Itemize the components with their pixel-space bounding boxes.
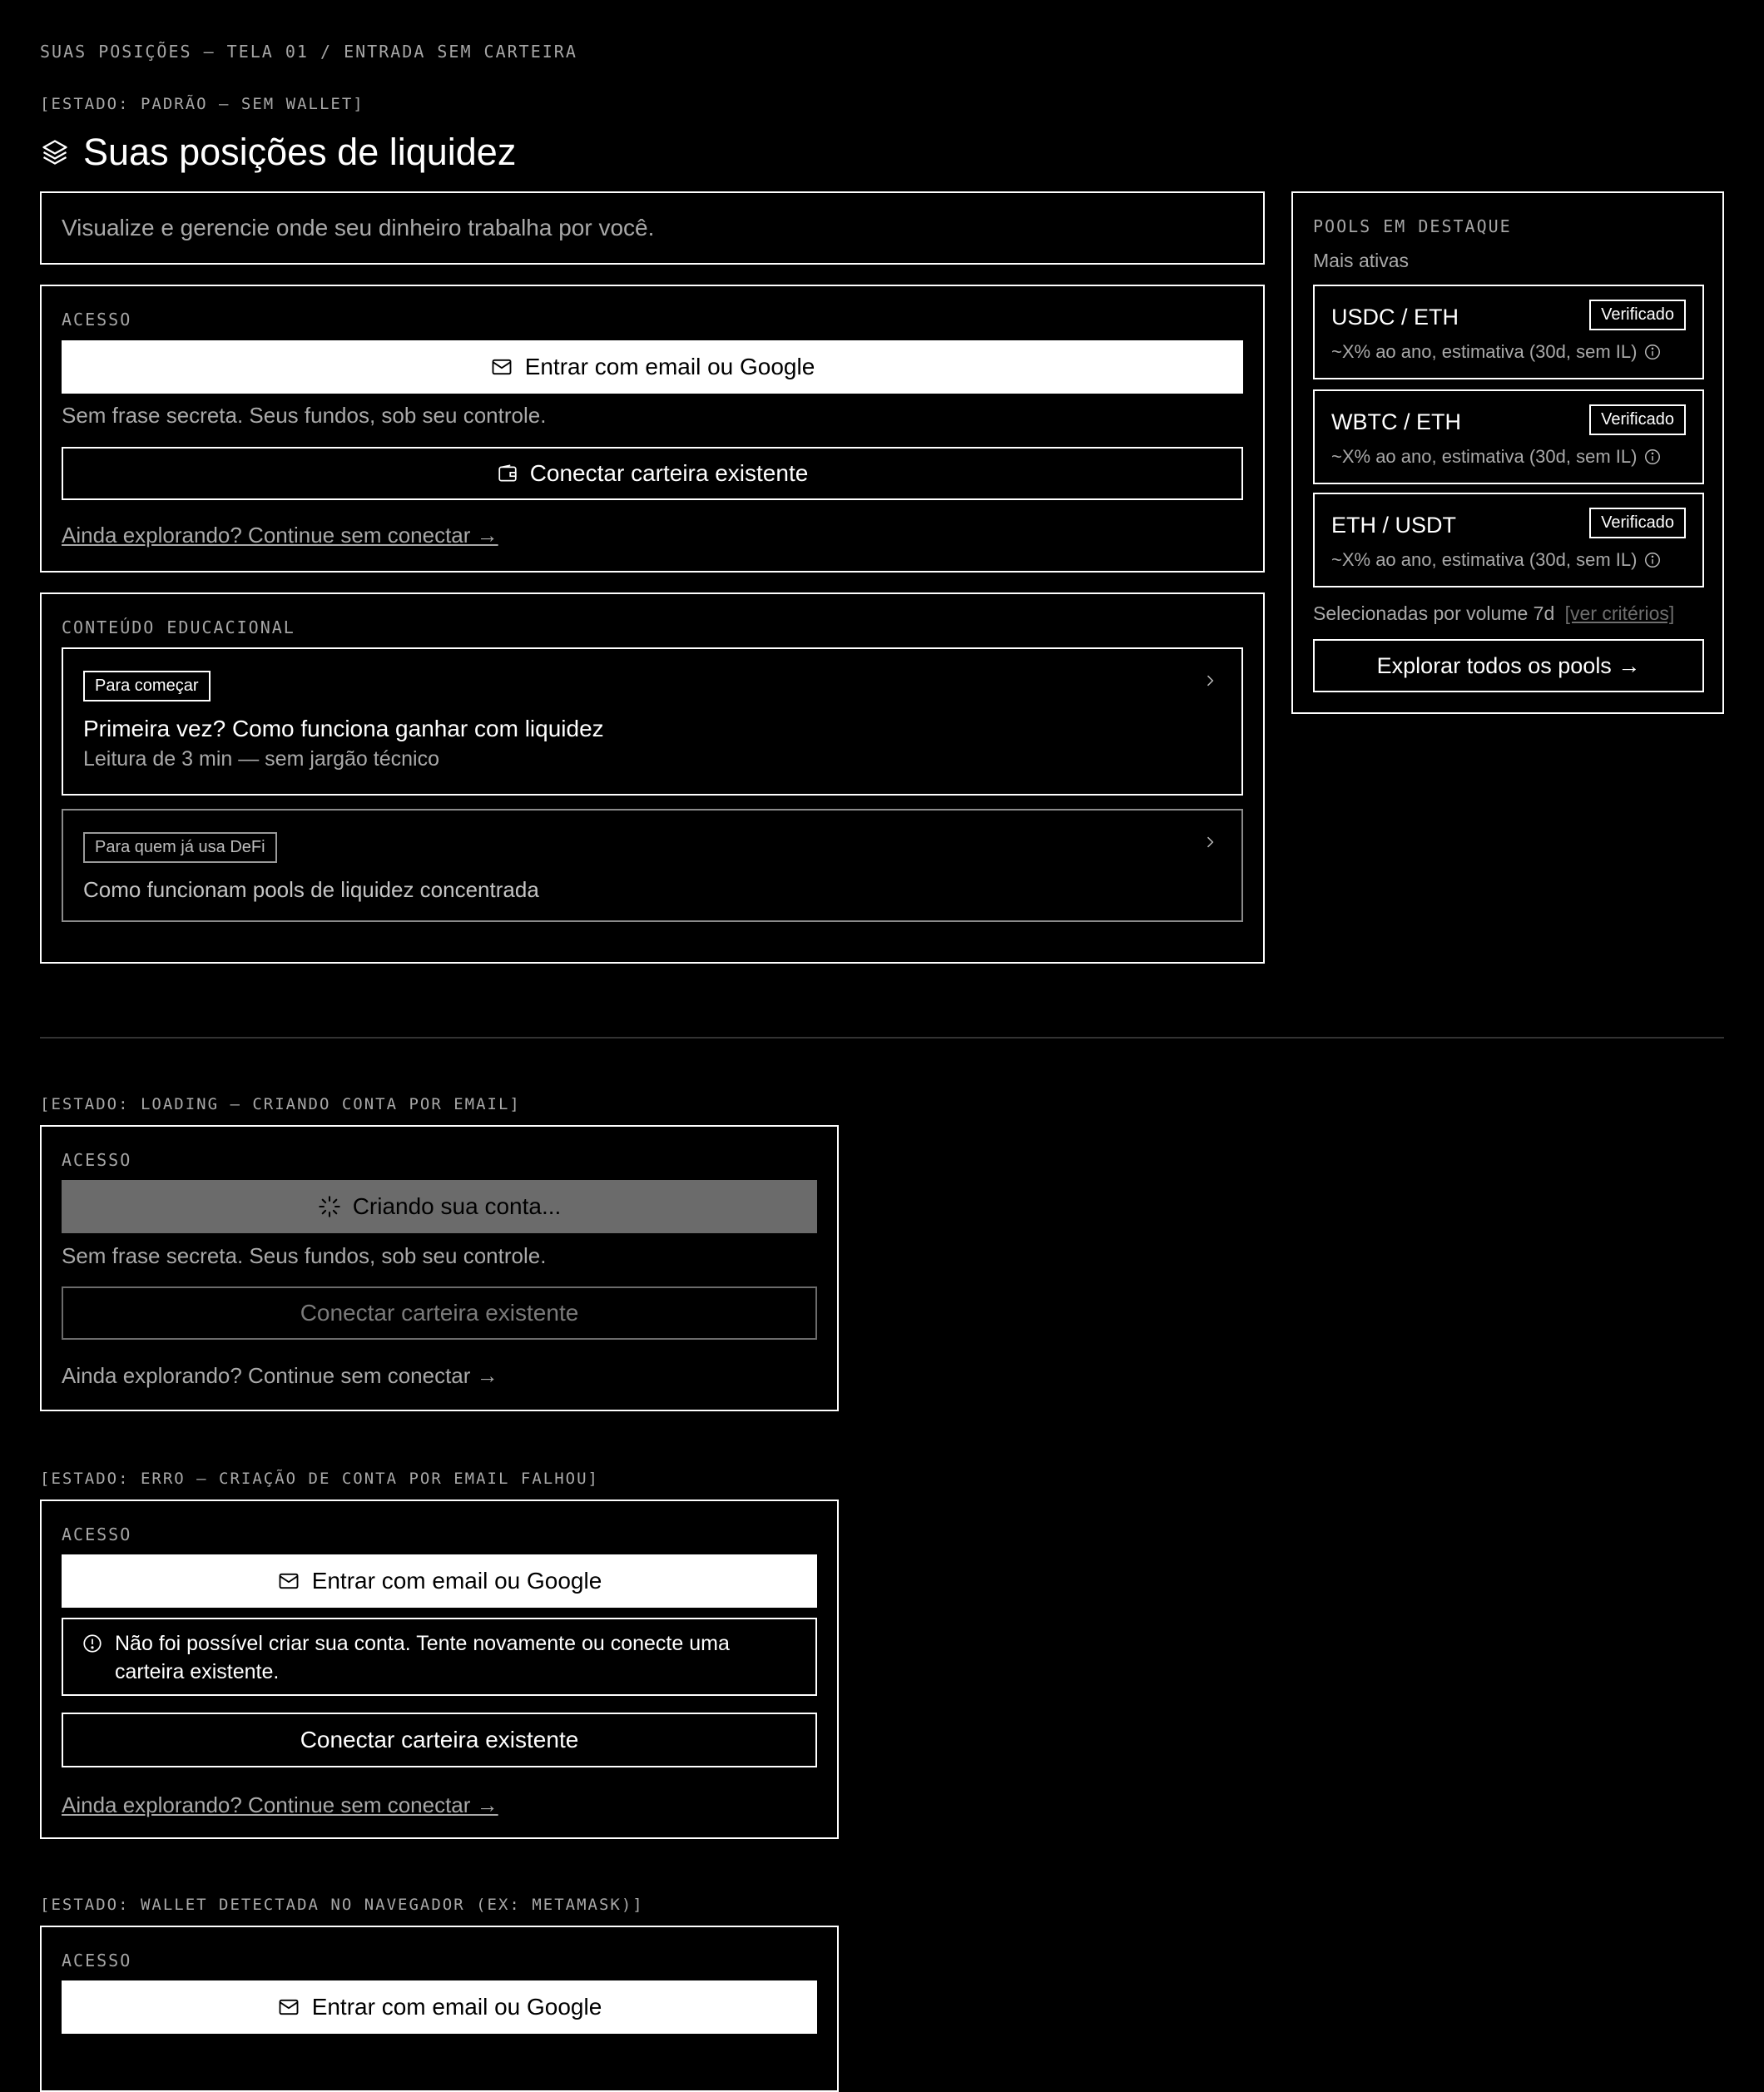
section-divider	[40, 1037, 1724, 1039]
access-panel-wallet-detected	[40, 1926, 839, 2092]
pool-name: USDC / ETH	[1331, 305, 1459, 330]
spinner-icon	[318, 1195, 341, 1218]
info-icon[interactable]	[1643, 343, 1662, 361]
connect-wallet-button-label: Conectar carteira existente	[529, 460, 809, 486]
email-google-button[interactable]	[62, 340, 1243, 394]
pool-estimate	[1331, 341, 1662, 363]
pool-estimate-text: ~X% ao ano, estimativa (30d, sem IL)	[1331, 446, 1638, 467]
pool-card-eth-usdt[interactable]	[1313, 493, 1704, 587]
access-label: ACESSO	[62, 1150, 132, 1170]
featured-pools-label: POOLS EM DESTAQUE	[1313, 216, 1512, 236]
email-google-button-label: Entrar com email ou Google	[524, 354, 815, 379]
email-google-button-label: Entrar com email ou Google	[311, 1568, 602, 1594]
education-item-advanced[interactable]	[62, 809, 1243, 922]
explore-pools-button[interactable]: Explorar todos os pools →	[1313, 639, 1704, 692]
pool-estimate-text: ~X% ao ano, estimativa (30d, sem IL)	[1331, 341, 1638, 362]
education-label: CONTEÚDO EDUCACIONAL	[62, 617, 295, 637]
pools-selection-text: Selecionadas por volume 7d	[1313, 602, 1555, 624]
intro-text: Visualize e gerencie onde seu dinheiro trabalha por você.	[62, 215, 655, 240]
page-title: Suas posições de liquidez	[83, 131, 517, 173]
wallet-icon	[497, 463, 518, 484]
verified-badge: Verificado	[1589, 404, 1686, 435]
pool-name: WBTC / ETH	[1331, 409, 1461, 434]
state-label-error: [ESTADO: ERRO — CRIAÇÃO DE CONTA POR EMAIL FALHOU]	[40, 1470, 599, 1488]
education-item-beginner[interactable]	[62, 647, 1243, 796]
state-label-wallet-detected: [ESTADO: WALLET DETECTADA NO NAVEGADOR (EX: METAMASK)]	[40, 1896, 644, 1914]
featured-pools-panel	[1291, 191, 1724, 714]
tag-advanced: Para quem já usa DeFi	[83, 832, 277, 863]
email-google-button[interactable]	[62, 1980, 817, 2034]
screen-label: SUAS POSIÇÕES — TELA 01 / ENTRADA SEM CARTEIRA	[40, 42, 577, 62]
chevron-right-icon	[1202, 672, 1218, 689]
access-note: Sem frase secreta. Seus fundos, sob seu controle.	[62, 403, 547, 428]
access-label: ACESSO	[62, 310, 132, 330]
creating-account-button	[62, 1180, 817, 1233]
pool-card-usdc-eth[interactable]	[1313, 285, 1704, 379]
education-item-subtitle: Leitura de 3 min — sem jargão técnico	[83, 747, 439, 771]
pools-selection-note	[1313, 602, 1674, 625]
email-google-button-label: Entrar com email ou Google	[311, 1994, 602, 2020]
continue-without-connect-link[interactable]: Ainda explorando? Continue sem conectar →	[62, 523, 498, 548]
chevron-right-icon	[1202, 834, 1218, 850]
education-item-title: Primeira vez? Como funciona ganhar com liquidez	[83, 716, 604, 741]
access-label: ACESSO	[62, 1951, 132, 1971]
verified-badge: Verificado	[1589, 300, 1686, 330]
education-panel	[40, 592, 1265, 964]
alert-circle-icon	[82, 1633, 103, 1654]
layers-icon	[40, 137, 70, 167]
pool-estimate	[1331, 446, 1662, 468]
page-title-row	[40, 125, 516, 180]
education-item-title: Como funcionam pools de liquidez concentrada	[83, 877, 539, 902]
mail-icon	[490, 355, 513, 379]
state-label-default: [ESTADO: PADRÃO — SEM WALLET]	[40, 95, 364, 113]
info-icon[interactable]	[1643, 551, 1662, 569]
access-label: ACESSO	[62, 1524, 132, 1544]
error-alert	[62, 1618, 817, 1696]
pool-estimate	[1331, 549, 1662, 571]
continue-without-connect-link[interactable]: Ainda explorando? Continue sem conectar →	[62, 1792, 498, 1817]
pool-card-wbtc-eth[interactable]	[1313, 389, 1704, 484]
access-panel-error	[40, 1500, 839, 1839]
connect-wallet-button-disabled: Conectar carteira existente	[62, 1286, 817, 1340]
access-note: Sem frase secreta. Seus fundos, sob seu controle.	[62, 1243, 547, 1268]
tag-beginner: Para começar	[83, 671, 211, 701]
email-google-button[interactable]	[62, 1554, 817, 1608]
access-panel-default	[40, 285, 1265, 573]
connect-wallet-button[interactable]	[62, 447, 1243, 500]
criteria-link[interactable]: [ver critérios]	[1564, 602, 1675, 624]
access-panel-loading	[40, 1125, 839, 1411]
intro-panel	[40, 191, 1265, 265]
pool-estimate-text: ~X% ao ano, estimativa (30d, sem IL)	[1331, 549, 1638, 570]
state-label-loading: [ESTADO: LOADING — CRIANDO CONTA POR EMAIL]	[40, 1095, 521, 1113]
mail-icon	[277, 1995, 300, 2019]
featured-pools-subtitle: Mais ativas	[1313, 250, 1410, 271]
error-message: Não foi possível criar sua conta. Tente novamente ou conecte uma carteira existente.	[115, 1632, 730, 1683]
connect-wallet-button[interactable]: Conectar carteira existente	[62, 1713, 817, 1767]
info-icon[interactable]	[1643, 448, 1662, 466]
verified-badge: Verificado	[1589, 508, 1686, 538]
creating-account-label: Criando sua conta...	[352, 1193, 562, 1219]
pool-name: ETH / USDT	[1331, 513, 1457, 538]
continue-without-connect-link-disabled: Ainda explorando? Continue sem conectar →	[62, 1363, 498, 1388]
mail-icon	[277, 1569, 300, 1593]
